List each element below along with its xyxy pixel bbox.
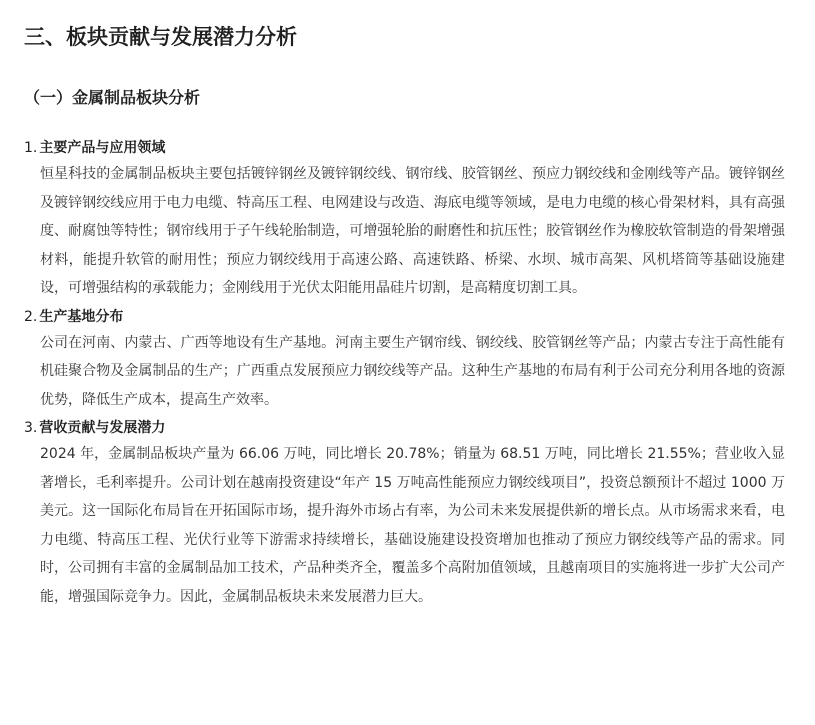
subsection-heading: （一）金属制品板块分析 bbox=[24, 88, 201, 107]
list-item-title bbox=[24, 136, 791, 160]
list-item-body: 恒星科技的金属制品板块主要包括镀锌钢丝及镀锌钢绞线、钢帘线、胶管钢丝、预应力钢绞线和金刚线等产品。镀锌钢丝及镀锌钢绞线应用于电力电缆、特高压工程、电网建设与改造、海底电缆等领域，是电力电缆的核心骨架材料，具有高强度、耐腐蚀等特性；钢帘线用于子午线轮胎制造，可增强轮胎的耐磨性和抗压性；胶管钢丝作为橡胶软管制造的骨架增强材料，能提升软管的耐用性；预应力钢绞线用于高速公路、高速铁路、桥梁、水坝、城市高架、风机塔筒等基础设施建设，可增强结构的承载能力；金刚线用于光伏太阳能用晶硅片切割，是高精度切割工具。 bbox=[40, 166, 785, 296]
list-item-number: 1. bbox=[24, 140, 38, 156]
list-item-title-text: 主要产品与应用领域 bbox=[39, 140, 166, 156]
list-item-body: 公司在河南、内蒙古、广西等地设有生产基地。河南主要生产钢帘线、钢绞线、胶管钢丝等产品；内蒙古专注于高性能有机硅聚合物及金属制品的生产；广西重点发展预应力钢绞线等产品。这种生产基地的布局有利于公司充分利用各地的资源优势，降低生产成本，提高生产效率。 bbox=[40, 334, 785, 408]
list-item-title-text: 营收贡献与发展潜力 bbox=[39, 420, 166, 436]
numbered-list bbox=[24, 136, 791, 611]
list-item-title-text: 生产基地分布 bbox=[39, 308, 124, 325]
section-heading: 三、板块贡献与发展潜力分析 bbox=[24, 25, 297, 49]
list-item-number: 2. bbox=[24, 308, 38, 325]
list-item-title bbox=[24, 305, 791, 329]
list-item-number: 3. bbox=[24, 420, 38, 436]
list-item-revenue-potential bbox=[24, 416, 791, 611]
list-item-products bbox=[24, 136, 791, 303]
list-item-body: 2024 年，金属制品板块产量为 66.06 万吨，同比增长 20.78%；销量为 68.51 万吨，同比增长 21.55%；营业收入显著增长，毛利率提升。公司计划在越南投资建设“年产 15 万吨高性能预应力钢绞线项目”，投资总额预计不超过 1000 万美元。这一国际化布局旨在开拓国际市场，提升海外市场占有率，为公司未来发展提供新的增长点。从市场需求来看，电力电缆、特高压工程、光伏行业等下游需求持续增长，基础设施建设投资增加也推动了预应力钢绞线等产品的需求。同时，公司拥有丰富的金属制品加工技术，产品种类齐全，覆盖多个高附加值领域，且越南项目的实施将进一步扩大公司产能，增强国际竞争力。因此，金属制品板块未来发展潜力巨大。 bbox=[40, 446, 785, 605]
list-item-production-bases bbox=[24, 305, 791, 415]
list-item-title bbox=[24, 416, 791, 440]
